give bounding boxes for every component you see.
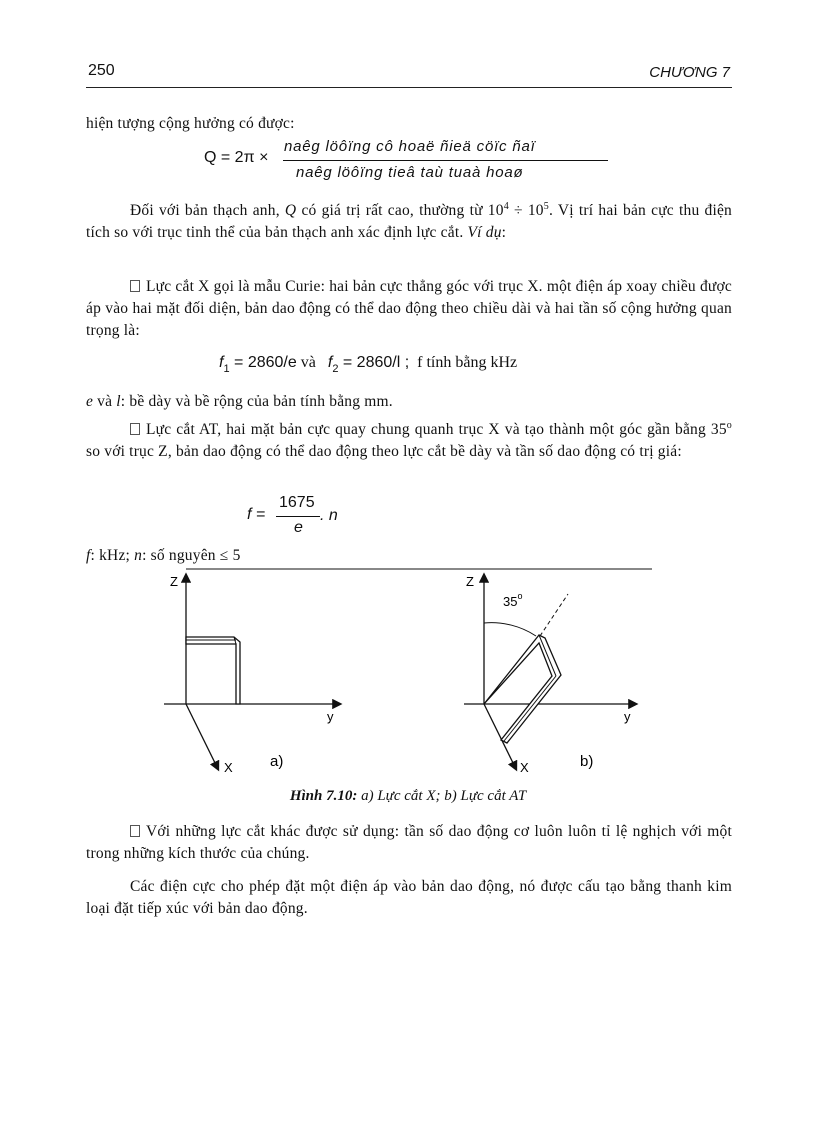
paragraph-5: Lực cắt AT, hai mặt bản cực quay chung quanh trục X và tạo thành một góc gần bằng 35$^o$ so với trục Z, bản dao động có thể dao động theo lực cắt bề dày và tần số dao động có trị giá:	[86, 420, 732, 460]
angle-guide-line	[540, 594, 568, 636]
bullet-box-icon	[130, 280, 140, 292]
paragraph-4: e và l: bề dày và bề rộng của bản tính bằng mm.	[86, 393, 393, 410]
diagram-b	[464, 575, 636, 769]
figure-caption: Hình 7.10: a) Lực cắt X; b) Lực cắt AT	[289, 788, 527, 804]
formula-at-lhs: f =	[247, 506, 266, 523]
formula-q-numerator: naêg löôïng cô hoaë ñieä cöïc ñaï	[284, 138, 536, 155]
x-label-a: X	[224, 760, 233, 775]
z-label-b: Z	[466, 574, 474, 589]
formula-at-tail: . n	[320, 507, 338, 524]
paragraph-2: Đối với bản thạch anh, Q có giá trị rất cao, thường từ $10^4 \div 10^5$. Vị trí hai bản cực thu điện tích so với trục tinh thể của bản thạch anh xác định lực cắt. Ví dụ:	[86, 201, 733, 241]
bullet-box-icon	[130, 825, 140, 837]
y-label-a: y	[327, 709, 334, 724]
chapter-title: CHƯƠNG 7	[649, 64, 730, 81]
formula-q-lhs: Q = 2π ×	[204, 149, 269, 166]
page-number: 250	[88, 62, 115, 79]
formula-at-fraction-line	[276, 516, 320, 517]
paragraph-1: hiện tượng cộng hưởng có được:	[86, 115, 295, 132]
x-label-b: X	[520, 760, 529, 775]
y-label-b: y	[624, 709, 631, 724]
plate-x-cut	[186, 637, 240, 704]
paragraph-8: Các điện cực cho phép đặt một điện áp vào bản dao động, nó được cấu tạo bằng thanh kim loại đặt tiếp xúc với bản dao động.	[86, 878, 732, 917]
paragraph-6: f: kHz; n: số nguyên ≤ 5	[86, 547, 241, 564]
formula-at-denominator: e	[294, 519, 303, 536]
angle-arc	[484, 623, 536, 636]
header-rule	[86, 87, 732, 88]
formula-f1-f2: $f_1 = 2860/e$ và $f_2 = 2860/l$ ; f tính bằng kHz	[219, 354, 518, 375]
paragraph-3: Lực cắt X gọi là mẫu Curie: hai bản cực thẳng góc với trục X. một điện áp xoay chiều được áp vào hai mặt đối diện, bản dao động có thể dao động theo chiều dài và hai tần số cộng hưởng quan trọng là:	[86, 278, 732, 339]
figure-7-10	[0, 560, 816, 790]
formula-at-numerator: 1675	[279, 494, 315, 511]
diagram-a	[164, 575, 340, 769]
x-axis-a	[186, 704, 218, 769]
z-label-a: Z	[170, 574, 178, 589]
tag-a: a)	[270, 753, 284, 770]
angle-label: 35$^o$	[503, 591, 523, 609]
formula-q-denominator: naêg löôïng tieâ taù tuaà hoaø	[296, 164, 524, 181]
formula-q-fraction-line	[283, 160, 608, 161]
paragraph-7: Với những lực cắt khác được sử dụng: tần số dao động cơ luôn luôn tỉ lệ nghịch với một trong những kích thước của chúng.	[86, 823, 732, 862]
bullet-box-icon	[130, 423, 140, 435]
tag-b: b)	[580, 753, 594, 770]
